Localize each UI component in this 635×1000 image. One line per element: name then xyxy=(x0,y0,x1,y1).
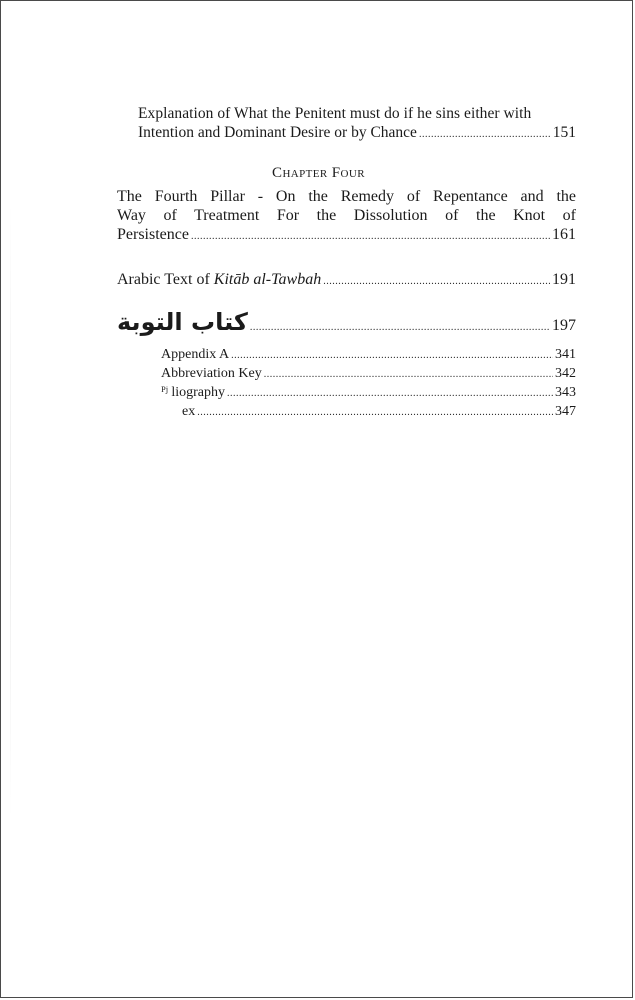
toc-entry-line xyxy=(138,123,576,144)
toc-entry-appendix xyxy=(161,346,576,365)
page-number: 343 xyxy=(555,385,576,400)
page-number: 347 xyxy=(555,404,576,419)
leader-dots xyxy=(231,347,553,365)
toc-entry-line xyxy=(138,104,576,123)
toc-entry-text: The Fourth Pillar - On the Remedy of Repentance and the xyxy=(117,188,576,205)
toc-entry-arabic-title xyxy=(117,309,576,337)
toc-entry-text: Persistence xyxy=(117,226,189,243)
toc-entry-text: Abbreviation Key xyxy=(161,366,262,381)
toc-entry-line xyxy=(117,270,576,291)
leader-dots xyxy=(419,125,551,144)
arabic-title: كتاب التوبة xyxy=(117,308,248,336)
toc-entry-text: Way of Treatment For the Dissolution of the Knot of xyxy=(117,207,576,224)
page-gutter-shadow xyxy=(10,201,11,821)
book-title-italic: Kitāb al-Tawbah xyxy=(213,271,322,288)
toc-entry-text: ex xyxy=(182,404,196,419)
chapter-heading: Chapter Four xyxy=(272,165,365,181)
leader-dots xyxy=(191,227,550,246)
toc-entry-text xyxy=(117,270,321,289)
page-number: 151 xyxy=(552,124,576,141)
toc-entry-prefix: Arabic Text of xyxy=(117,271,214,288)
leader-dots xyxy=(250,318,550,337)
page-number: 197 xyxy=(552,317,576,334)
toc-entry-arabic-text xyxy=(117,270,576,291)
leader-dots xyxy=(197,404,553,422)
leader-dots xyxy=(264,366,553,384)
toc-entry-text: ᴾʲ liography xyxy=(161,385,225,400)
toc-entry-text: Intention and Dominant Desire or by Chance xyxy=(138,124,417,141)
toc-entry-text: Appendix A xyxy=(161,347,230,362)
toc-entry-index xyxy=(161,403,576,422)
back-matter-list xyxy=(161,346,576,422)
leader-dots xyxy=(323,272,550,291)
page-number: 341 xyxy=(555,347,576,362)
toc-entry-abbreviation-key xyxy=(161,365,576,384)
page-number: 191 xyxy=(552,271,576,288)
leader-dots xyxy=(227,385,553,403)
page-number: 342 xyxy=(555,366,576,381)
toc-entry-text: Explanation of What the Penitent must do if he sins either with xyxy=(138,105,532,122)
toc-entry-line xyxy=(117,225,576,246)
toc-entry-fourth-pillar xyxy=(117,187,576,246)
toc-entry-line xyxy=(117,309,576,337)
page-number: 161 xyxy=(552,226,576,243)
toc-entry-penitent xyxy=(138,104,576,144)
toc-entry-bibliography xyxy=(161,384,576,403)
